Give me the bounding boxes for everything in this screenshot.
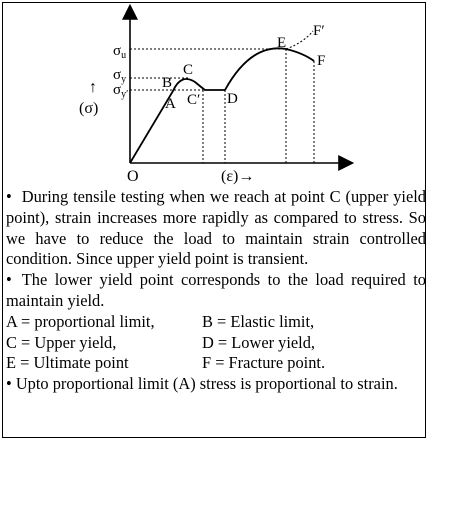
sigma-yp-label: $\sigma_{y'}$ bbox=[113, 82, 129, 100]
sigma-axis-label: (σ) bbox=[79, 100, 99, 117]
legend-item: C = Upper yield, bbox=[6, 332, 117, 352]
legend-item: B = Elastic limit, bbox=[202, 311, 315, 331]
legend-item: A = proportional limit, bbox=[6, 311, 155, 331]
bullet-icon: • bbox=[6, 270, 12, 290]
point-d-label: D bbox=[227, 91, 238, 107]
up-arrow-icon: ↑ bbox=[89, 79, 97, 96]
point-fp-label: F′ bbox=[313, 23, 325, 39]
point-a-label: A bbox=[165, 96, 176, 112]
paragraph-3: • Upto proportional limit (A) stress is proportional to strain. bbox=[6, 374, 398, 394]
sigma-u-label: $\sigma_u$ bbox=[113, 43, 127, 61]
point-cp-label: C′ bbox=[187, 92, 201, 108]
legend-item: E = Ultimate point bbox=[6, 353, 129, 373]
paragraph-2: • The lower yield point corresponds to the load required to maintain yield. bbox=[6, 270, 426, 310]
origin-label: O bbox=[127, 168, 139, 185]
point-f-label: F bbox=[317, 53, 326, 69]
bullet-icon: • bbox=[6, 374, 16, 394]
sigma-y-label: $\sigma_y$ bbox=[113, 67, 127, 85]
point-e-label: E bbox=[277, 35, 287, 51]
content-box bbox=[2, 2, 426, 438]
stress-strain-diagram bbox=[3, 3, 427, 189]
fp-dotted-curve bbox=[286, 31, 313, 49]
bullet-icon: • bbox=[6, 187, 12, 206]
point-c-label: C bbox=[183, 62, 194, 78]
explanation-text bbox=[6, 187, 426, 395]
paragraph-1: • During tensile testing when we reach at point C (upper yield point), strain increases more rapidly as compared to stress. So we have to reduce the load to maintain strain controlled condition. Since upper yield point is transient. bbox=[6, 187, 426, 269]
point-b-label: B bbox=[162, 75, 173, 91]
point-legend bbox=[6, 312, 426, 374]
legend-item: D = Lower yield, bbox=[202, 332, 316, 352]
strain-axis-label: (ε)→ bbox=[221, 168, 255, 185]
legend-item: F = Fracture point. bbox=[202, 353, 326, 373]
